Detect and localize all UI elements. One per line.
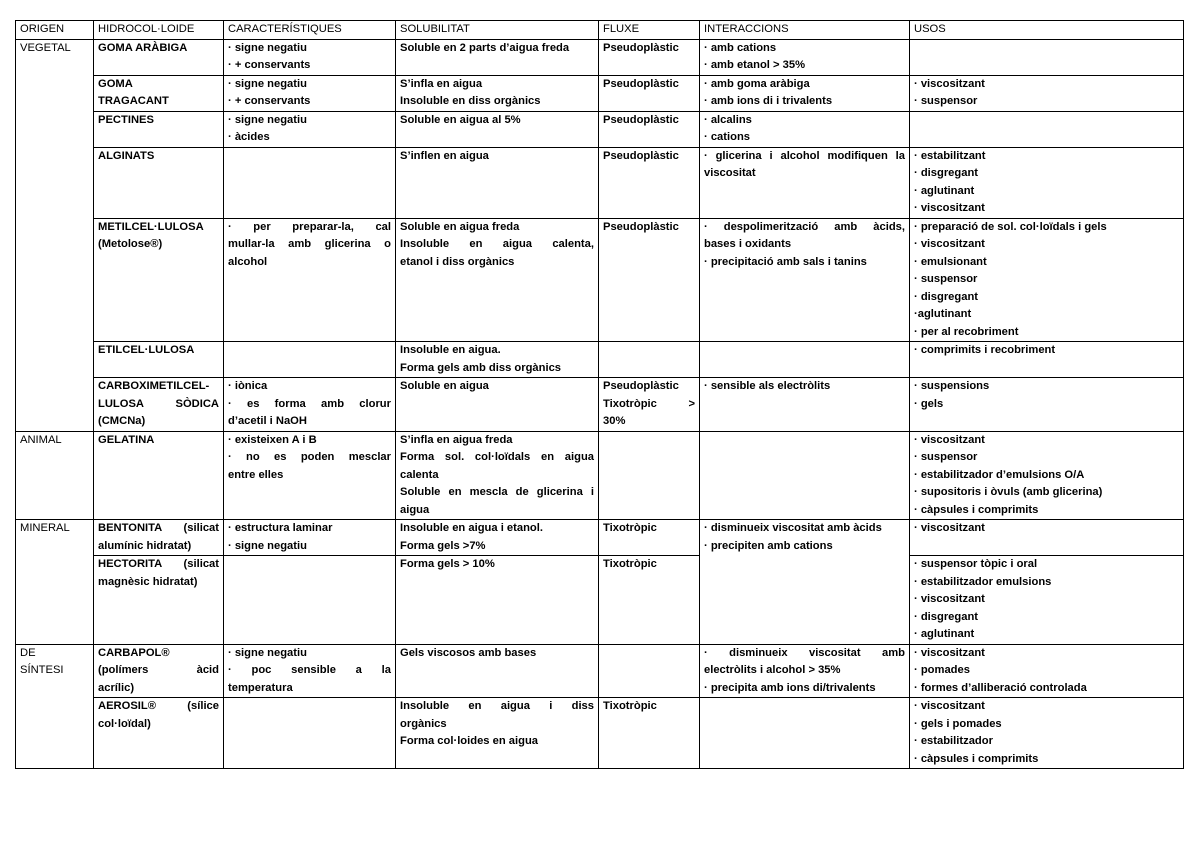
cell-line: Soluble en aigua: [400, 380, 489, 392]
cell-line: · gels: [914, 397, 944, 410]
cell-line: · glicerina i alcohol modifiquen la: [704, 149, 905, 162]
interactions-cell: [700, 75, 910, 111]
cell-line: · disminueix viscositat amb: [704, 646, 905, 659]
cell-line: HECTORITA (silicat: [98, 558, 219, 570]
characteristics-cell: [224, 698, 396, 769]
cell-line: · alcalins: [704, 113, 752, 126]
cell-line: Pseudoplàstic: [603, 380, 679, 392]
interactions-cell: [700, 520, 910, 645]
uses-cell: [910, 75, 1184, 111]
hydrocolloid-name: [94, 218, 224, 342]
cell-line: aigua: [400, 503, 430, 516]
uses-cell: [910, 378, 1184, 432]
cell-line: Pseudoplàstic: [603, 220, 679, 233]
origin-mineral: MINERAL: [16, 520, 94, 645]
solubility-cell: [396, 556, 599, 645]
solubility-cell: [396, 698, 599, 769]
cell-line: ETILCEL·LULOSA: [98, 344, 195, 356]
cell-line: · aglutinant: [914, 184, 975, 197]
cell-line: ALGINATS: [98, 149, 155, 162]
interactions-cell: [700, 431, 910, 520]
uses-cell: [910, 147, 1184, 218]
uses-cell: [910, 342, 1184, 378]
cell-line: Pseudoplàstic: [603, 77, 679, 90]
header-usos: USOS: [910, 21, 1184, 40]
hydrocolloid-name: [94, 342, 224, 378]
hydrocolloid-name: [94, 698, 224, 769]
solubility-cell: [396, 520, 599, 556]
cell-line: Soluble en aigua freda: [400, 220, 520, 233]
cell-line: GOMA ARÀBIGA: [98, 41, 188, 54]
origin-sintesi: [16, 644, 94, 769]
cell-line: · per al recobriment: [914, 325, 1019, 338]
characteristics-cell: [224, 644, 396, 698]
interactions-cell: [700, 342, 910, 378]
cell-line: S’inflen en aigua: [400, 149, 489, 162]
characteristics-cell: [224, 431, 396, 520]
cell-line: Soluble en mescla de glicerina i: [400, 486, 594, 498]
hydrocolloid-name: [94, 39, 224, 75]
cell-line: · suspensions: [914, 380, 990, 392]
characteristics-cell: [224, 39, 396, 75]
cell-line: GELATINA: [98, 433, 155, 446]
cell-line: · viscositzant: [914, 593, 985, 605]
table-row: [16, 111, 1184, 147]
cell-line: Insoluble en aigua.: [400, 344, 501, 356]
header-solubilitat: SOLUBILITAT: [396, 21, 599, 40]
header-origen: ORIGEN: [16, 21, 94, 40]
cell-line: Insoluble en diss orgànics: [400, 95, 541, 107]
cell-line: · signe negatiu: [228, 646, 307, 659]
cell-line: · existeixen A i B: [228, 433, 317, 446]
cell-line: temperatura: [228, 681, 293, 694]
cell-line: acrílic): [98, 681, 135, 694]
hydrocolloid-name: [94, 644, 224, 698]
cell-line: Forma col·loides en aigua: [400, 735, 539, 747]
cell-line: Tixotròpic >: [603, 397, 695, 410]
cell-line: · amb ions di i trivalents: [704, 95, 833, 107]
cell-line: Forma gels >7%: [400, 539, 486, 552]
table-row: [16, 556, 1184, 645]
interactions-cell: [700, 218, 910, 342]
cell-line: electròlits i alcohol > 35%: [704, 664, 841, 676]
cell-line: S’infla en aigua freda: [400, 433, 513, 446]
cell-line: · disgregant: [914, 290, 979, 303]
flow-cell: [599, 556, 700, 645]
cell-line: · despolimerització amb àcids,: [704, 220, 905, 233]
solubility-cell: [396, 75, 599, 111]
cell-line: · sensible als electròlits: [704, 380, 831, 392]
cell-line: · suspensor: [914, 95, 978, 107]
cell-line: PECTINES: [98, 113, 154, 126]
cell-line: · es forma amb clorur: [228, 397, 391, 410]
cell-line: · preparació de sol. col·loïdals i gels: [914, 220, 1107, 233]
cell-line: · càpsules i comprimits: [914, 503, 1039, 516]
cell-line: Gels viscosos amb bases: [400, 646, 537, 659]
uses-cell: [910, 111, 1184, 147]
header-row: [16, 21, 1184, 40]
characteristics-cell: [224, 75, 396, 111]
cell-line: · suspensor tòpic i oral: [914, 558, 1038, 570]
table-row: [16, 378, 1184, 432]
table-row: [16, 431, 1184, 520]
cell-line: Insoluble en aigua calenta,: [400, 238, 594, 250]
cell-line: · viscositzant: [914, 238, 985, 250]
cell-line: · estabilitzador emulsions: [914, 575, 1052, 588]
hydrocolloid-name: [94, 378, 224, 432]
cell-line: Insoluble en aigua i etanol.: [400, 522, 543, 534]
cell-line: CARBOXIMETILCEL-: [98, 380, 210, 392]
interactions-cell: [700, 378, 910, 432]
solubility-cell: [396, 644, 599, 698]
cell-line: · aglutinant: [914, 628, 975, 640]
cell-line: bases i oxidants: [704, 238, 792, 250]
table-row: [16, 75, 1184, 111]
interactions-cell: [700, 111, 910, 147]
cell-line: etanol i diss orgànics: [400, 255, 515, 268]
interactions-cell: [700, 644, 910, 698]
cell-line: · cations: [704, 131, 751, 143]
cell-line: Pseudoplàstic: [603, 149, 679, 162]
hydrocolloid-name: [94, 111, 224, 147]
cell-line: · + conservants: [228, 59, 311, 71]
cell-line: · pomades: [914, 664, 970, 676]
origin-vegetal: VEGETAL: [16, 39, 94, 431]
cell-line: calenta: [400, 468, 439, 481]
cell-line: TRAGACANT: [98, 95, 169, 107]
hydrocolloid-name: [94, 520, 224, 556]
cell-line: · formes d’alliberació controlada: [914, 681, 1087, 694]
characteristics-cell: [224, 111, 396, 147]
cell-line: d’acetil i NaOH: [228, 415, 307, 427]
flow-cell: [599, 431, 700, 520]
cell-line: (CMCNa): [98, 415, 146, 427]
table-row: [16, 644, 1184, 698]
hydrocolloid-name: [94, 431, 224, 520]
cell-line: · signe negatiu: [228, 41, 307, 54]
hydrocolloid-name: [94, 147, 224, 218]
table-row: [16, 520, 1184, 556]
cell-line: METILCEL·LULOSA: [98, 220, 204, 233]
cell-line: Tixotròpic: [603, 700, 657, 712]
uses-cell: [910, 218, 1184, 342]
solubility-cell: [396, 147, 599, 218]
flow-cell: [599, 644, 700, 698]
cell-line: · viscositzant: [914, 433, 985, 446]
uses-cell: [910, 698, 1184, 769]
cell-line: GOMA: [98, 77, 133, 90]
cell-line: · per preparar-la, cal: [228, 220, 391, 233]
cell-line: · supositoris i òvuls (amb glicerina): [914, 486, 1103, 498]
cell-line: orgànics: [400, 717, 447, 730]
characteristics-cell: [224, 556, 396, 645]
cell-line: Soluble en aigua al 5%: [400, 113, 521, 126]
characteristics-cell: [224, 378, 396, 432]
cell-line: · + conservants: [228, 95, 311, 107]
uses-cell: [910, 39, 1184, 75]
cell-line: · viscositzant: [914, 77, 985, 90]
header-caracteristiques: CARACTERÍSTIQUES: [224, 21, 396, 40]
cell-line: magnèsic hidratat): [98, 575, 198, 588]
flow-cell: [599, 698, 700, 769]
cell-line: · viscositzant: [914, 202, 985, 214]
cell-line: · signe negatiu: [228, 539, 307, 552]
cell-line: DE: [20, 646, 36, 659]
interactions-cell: [700, 147, 910, 218]
cell-line: mullar-la amb glicerina o: [228, 238, 391, 250]
cell-line: ·aglutinant: [914, 308, 972, 320]
hydrocolloid-table: [15, 20, 1184, 769]
flow-cell: [599, 520, 700, 556]
characteristics-cell: [224, 520, 396, 556]
cell-line: · signe negatiu: [228, 113, 307, 126]
uses-cell: [910, 520, 1184, 556]
table-row: [16, 342, 1184, 378]
cell-line: BENTONITA (silicat: [98, 522, 219, 534]
cell-line: · suspensor: [914, 451, 978, 463]
solubility-cell: [396, 378, 599, 432]
cell-line: · disgregant: [914, 167, 979, 179]
cell-line: · amb etanol > 35%: [704, 59, 806, 71]
header-hidrocoloide: HIDROCOL·LOIDE: [94, 21, 224, 40]
cell-line: Forma sol. col·loïdals en aigua: [400, 451, 594, 463]
cell-line: · precipitació amb sals i tanins: [704, 255, 867, 268]
cell-line: · signe negatiu: [228, 77, 307, 90]
cell-line: · suspensor: [914, 273, 978, 285]
cell-line: alumínic hidratat): [98, 539, 192, 552]
solubility-cell: [396, 218, 599, 342]
cell-line: · gels i pomades: [914, 717, 1002, 730]
origin-animal: ANIMAL: [16, 431, 94, 520]
cell-line: Insoluble en aigua i diss: [400, 700, 594, 712]
uses-cell: [910, 431, 1184, 520]
cell-line: · viscositzant: [914, 522, 985, 534]
cell-line: · emulsionant: [914, 255, 987, 268]
cell-line: entre elles: [228, 468, 284, 481]
table-row: [16, 147, 1184, 218]
cell-line: 30%: [603, 415, 626, 427]
solubility-cell: [396, 431, 599, 520]
table-row: [16, 218, 1184, 342]
cell-line: CARBAPOL®: [98, 646, 170, 659]
cell-line: · amb goma aràbiga: [704, 77, 810, 90]
hydrocolloid-name: [94, 556, 224, 645]
cell-line: · amb cations: [704, 41, 777, 54]
cell-line: Soluble en 2 parts d’aigua freda: [400, 41, 570, 54]
cell-line: Pseudoplàstic: [603, 113, 679, 126]
cell-line: col·loïdal): [98, 717, 151, 730]
cell-line: Pseudoplàstic: [603, 41, 679, 54]
cell-line: · estabilitzant: [914, 149, 986, 162]
cell-line: (Metolose®): [98, 238, 163, 250]
cell-line: · disgregant: [914, 610, 979, 623]
cell-line: · àcides: [228, 131, 270, 143]
cell-line: · precipiten amb cations: [704, 539, 833, 552]
header-fluxe: FLUXE: [599, 21, 700, 40]
interactions-cell: [700, 39, 910, 75]
cell-line: · poc sensible a la: [228, 664, 391, 676]
cell-line: · estructura laminar: [228, 522, 333, 534]
cell-line: · estabilitzador: [914, 735, 993, 747]
cell-line: · viscositzant: [914, 700, 985, 712]
cell-line: · no es poden mesclar: [228, 451, 391, 463]
cell-line: Forma gels amb diss orgànics: [400, 361, 562, 374]
solubility-cell: [396, 111, 599, 147]
cell-line: · comprimits i recobriment: [914, 344, 1056, 356]
cell-line: · estabilitzador d’emulsions O/A: [914, 468, 1085, 481]
flow-cell: [599, 378, 700, 432]
hydrocolloid-name: [94, 75, 224, 111]
flow-cell: [599, 39, 700, 75]
interactions-cell: [700, 698, 910, 769]
cell-line: alcohol: [228, 255, 268, 268]
solubility-cell: [396, 39, 599, 75]
cell-line: · iònica: [228, 380, 268, 392]
cell-line: SÍNTESI: [20, 664, 64, 676]
cell-line: · disminueix viscositat amb àcids: [704, 522, 882, 534]
characteristics-cell: [224, 147, 396, 218]
cell-line: · precipita amb ions di/trivalents: [704, 681, 876, 694]
cell-line: AEROSIL® (sílice: [98, 700, 219, 712]
cell-line: · viscositzant: [914, 646, 985, 659]
cell-line: viscositat: [704, 167, 756, 179]
characteristics-cell: [224, 218, 396, 342]
flow-cell: [599, 111, 700, 147]
cell-line: Forma gels > 10%: [400, 558, 495, 570]
header-interaccions: INTERACCIONS: [700, 21, 910, 40]
uses-cell: [910, 556, 1184, 645]
characteristics-cell: [224, 342, 396, 378]
cell-line: LULOSA SÒDICA: [98, 397, 219, 410]
flow-cell: [599, 342, 700, 378]
flow-cell: [599, 147, 700, 218]
uses-cell: [910, 644, 1184, 698]
solubility-cell: [396, 342, 599, 378]
cell-line: · càpsules i comprimits: [914, 752, 1039, 765]
flow-cell: [599, 75, 700, 111]
table-row: [16, 39, 1184, 75]
cell-line: Tixotròpic: [603, 558, 657, 570]
cell-line: S’infla en aigua: [400, 77, 483, 90]
cell-line: Tixotròpic: [603, 522, 657, 534]
table-row: [16, 698, 1184, 769]
cell-line: (polímers àcid: [98, 664, 219, 676]
flow-cell: [599, 218, 700, 342]
